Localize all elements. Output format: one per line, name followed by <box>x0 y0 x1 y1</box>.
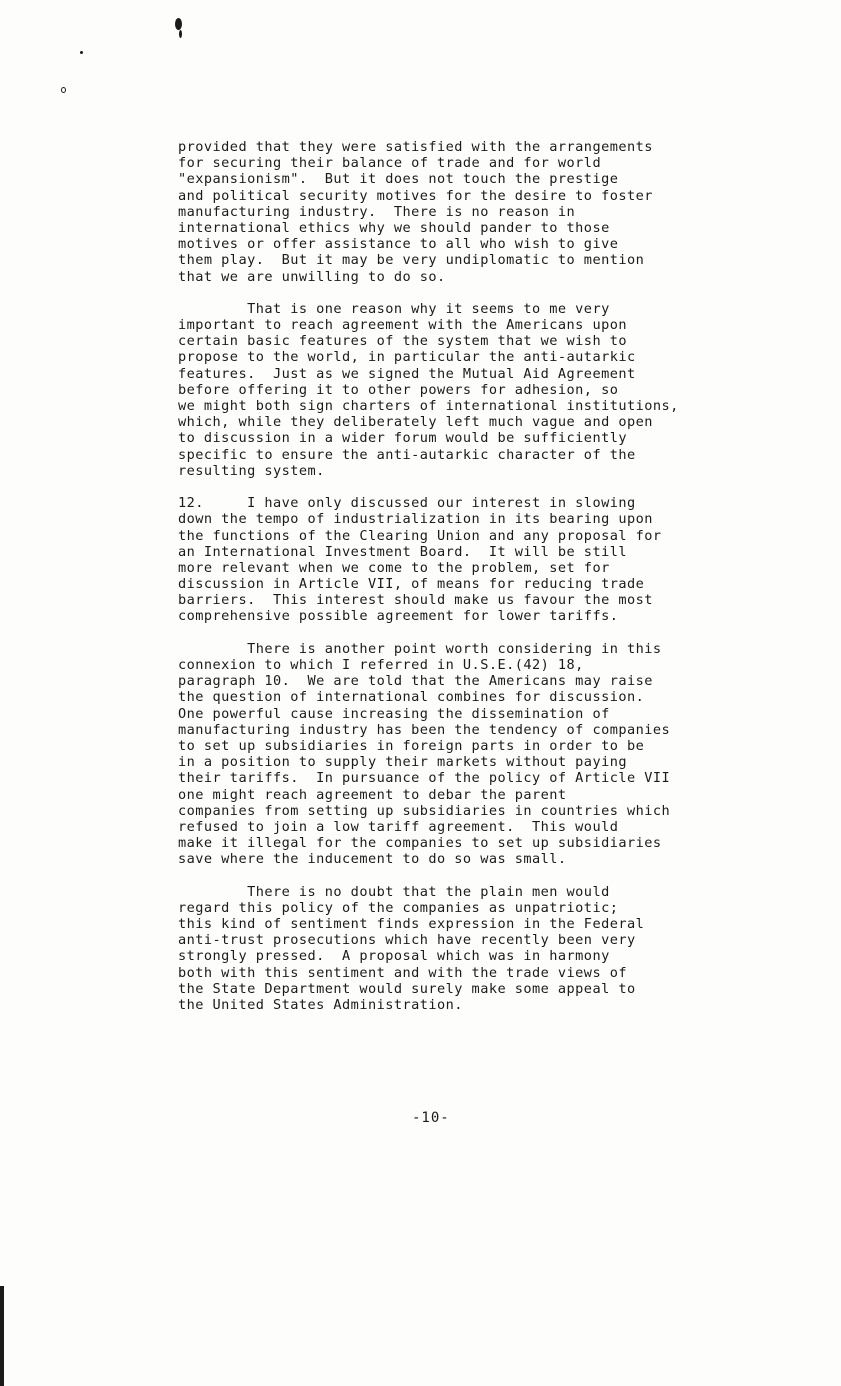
text-line: strongly pressed. A proposal which was in harmony <box>178 948 610 965</box>
text-line: resulting system. <box>178 462 325 479</box>
text-line: before offering it to other powers for adhesion, so <box>178 381 619 398</box>
text-line: provided that they were satisfied with the arrangements <box>178 139 653 155</box>
text-line: motives or offer assistance to all who wish to give <box>178 236 619 253</box>
scan-speck-left <box>61 87 66 93</box>
text-line: certain basic features of the system that we wish to <box>178 333 627 350</box>
text-line: make it illegal for the companies to set up subsidiaries <box>178 835 662 852</box>
text-line: down the tempo of industrialization in its bearing upon <box>178 511 653 528</box>
text-line: this kind of sentiment finds expression in the Federal <box>178 916 645 932</box>
text-line: That is one reason why it seems to me very <box>178 300 610 317</box>
text-line: paragraph 10. We are told that the Americans may raise <box>178 673 653 690</box>
text-line: their tariffs. In pursuance of the policy of Article VII <box>178 770 671 787</box>
text-line: more relevant when we come to the problem, set for <box>178 559 610 576</box>
scan-left-edge-bar <box>0 1286 4 1386</box>
text-line: in a position to supply their markets without paying <box>178 754 627 771</box>
text-line: 12. I have only discussed our interest in slowing <box>178 495 636 512</box>
text-line: for securing their balance of trade and for world <box>178 155 602 172</box>
text-line: the State Department would surely make some appeal to <box>178 980 636 997</box>
text-line: the question of international combines for discussion. <box>178 689 645 706</box>
page-number: -10- <box>412 1110 450 1126</box>
text-line: propose to the world, in particular the anti-autarkic <box>178 349 636 366</box>
document-body <box>178 139 778 1029</box>
text-line: companies from setting up subsidiaries in countries which <box>178 802 671 819</box>
text-line: them play. But it may be very undiplomatic to mention <box>178 252 645 269</box>
text-line: "expansionism". But it does not touch the prestige <box>178 171 619 188</box>
text-line: and political security motives for the desire to foster <box>178 187 653 204</box>
text-line: save where the inducement to do so was small. <box>178 851 567 868</box>
paragraph <box>178 641 778 868</box>
text-line: features. Just as we signed the Mutual Aid Agreement <box>178 365 636 382</box>
text-line: manufacturing industry. There is no reason in <box>178 203 576 220</box>
scan-speck-top-tail <box>179 30 182 38</box>
text-line: connexion to which I referred in U.S.E.(42) 18, <box>178 657 584 673</box>
text-line: that we are unwilling to do so. <box>178 268 446 285</box>
paragraph <box>178 884 778 1014</box>
text-line: comprehensive possible agreement for lower tariffs. <box>178 608 619 625</box>
text-line: refused to join a low tariff agreement. This would <box>178 818 619 835</box>
text-line: barriers. This interest should make us favour the most <box>178 592 653 609</box>
scan-speck-left-small <box>80 51 83 54</box>
text-line: which, while they deliberately left much vague and open <box>178 414 653 431</box>
text-line: an International Investment Board. It will be still <box>178 543 627 560</box>
text-line: the functions of the Clearing Union and any proposal for <box>178 527 662 544</box>
text-line: anti-trust prosecutions which have recently been very <box>178 932 636 949</box>
paragraph <box>178 495 778 625</box>
text-line: There is another point worth considering in this <box>178 640 662 657</box>
text-line: important to reach agreement with the Americans upon <box>178 317 627 334</box>
text-line: discussion in Article VII, of means for reducing trade <box>178 576 645 593</box>
text-line: international ethics why we should pander to those <box>178 219 610 236</box>
paragraph <box>178 139 778 285</box>
text-line: we might both sign charters of international institutions, <box>178 398 679 414</box>
paragraph <box>178 301 778 479</box>
text-line: to discussion in a wider forum would be sufficiently <box>178 430 627 447</box>
text-line: manufacturing industry has been the tendency of companies <box>178 721 671 738</box>
text-line: one might reach agreement to debar the parent <box>178 786 567 803</box>
scan-speck-top <box>175 18 182 30</box>
text-line: to set up subsidiaries in foreign parts in order to be <box>178 737 645 754</box>
text-line: both with this sentiment and with the trade views of <box>178 964 627 981</box>
text-line: regard this policy of the companies as unpatriotic; <box>178 899 619 916</box>
text-line: specific to ensure the anti-autarkic character of the <box>178 446 636 463</box>
text-line: One powerful cause increasing the dissemination of <box>178 705 610 722</box>
text-line: the United States Administration. <box>178 996 463 1013</box>
text-line: There is no doubt that the plain men would <box>178 883 610 900</box>
